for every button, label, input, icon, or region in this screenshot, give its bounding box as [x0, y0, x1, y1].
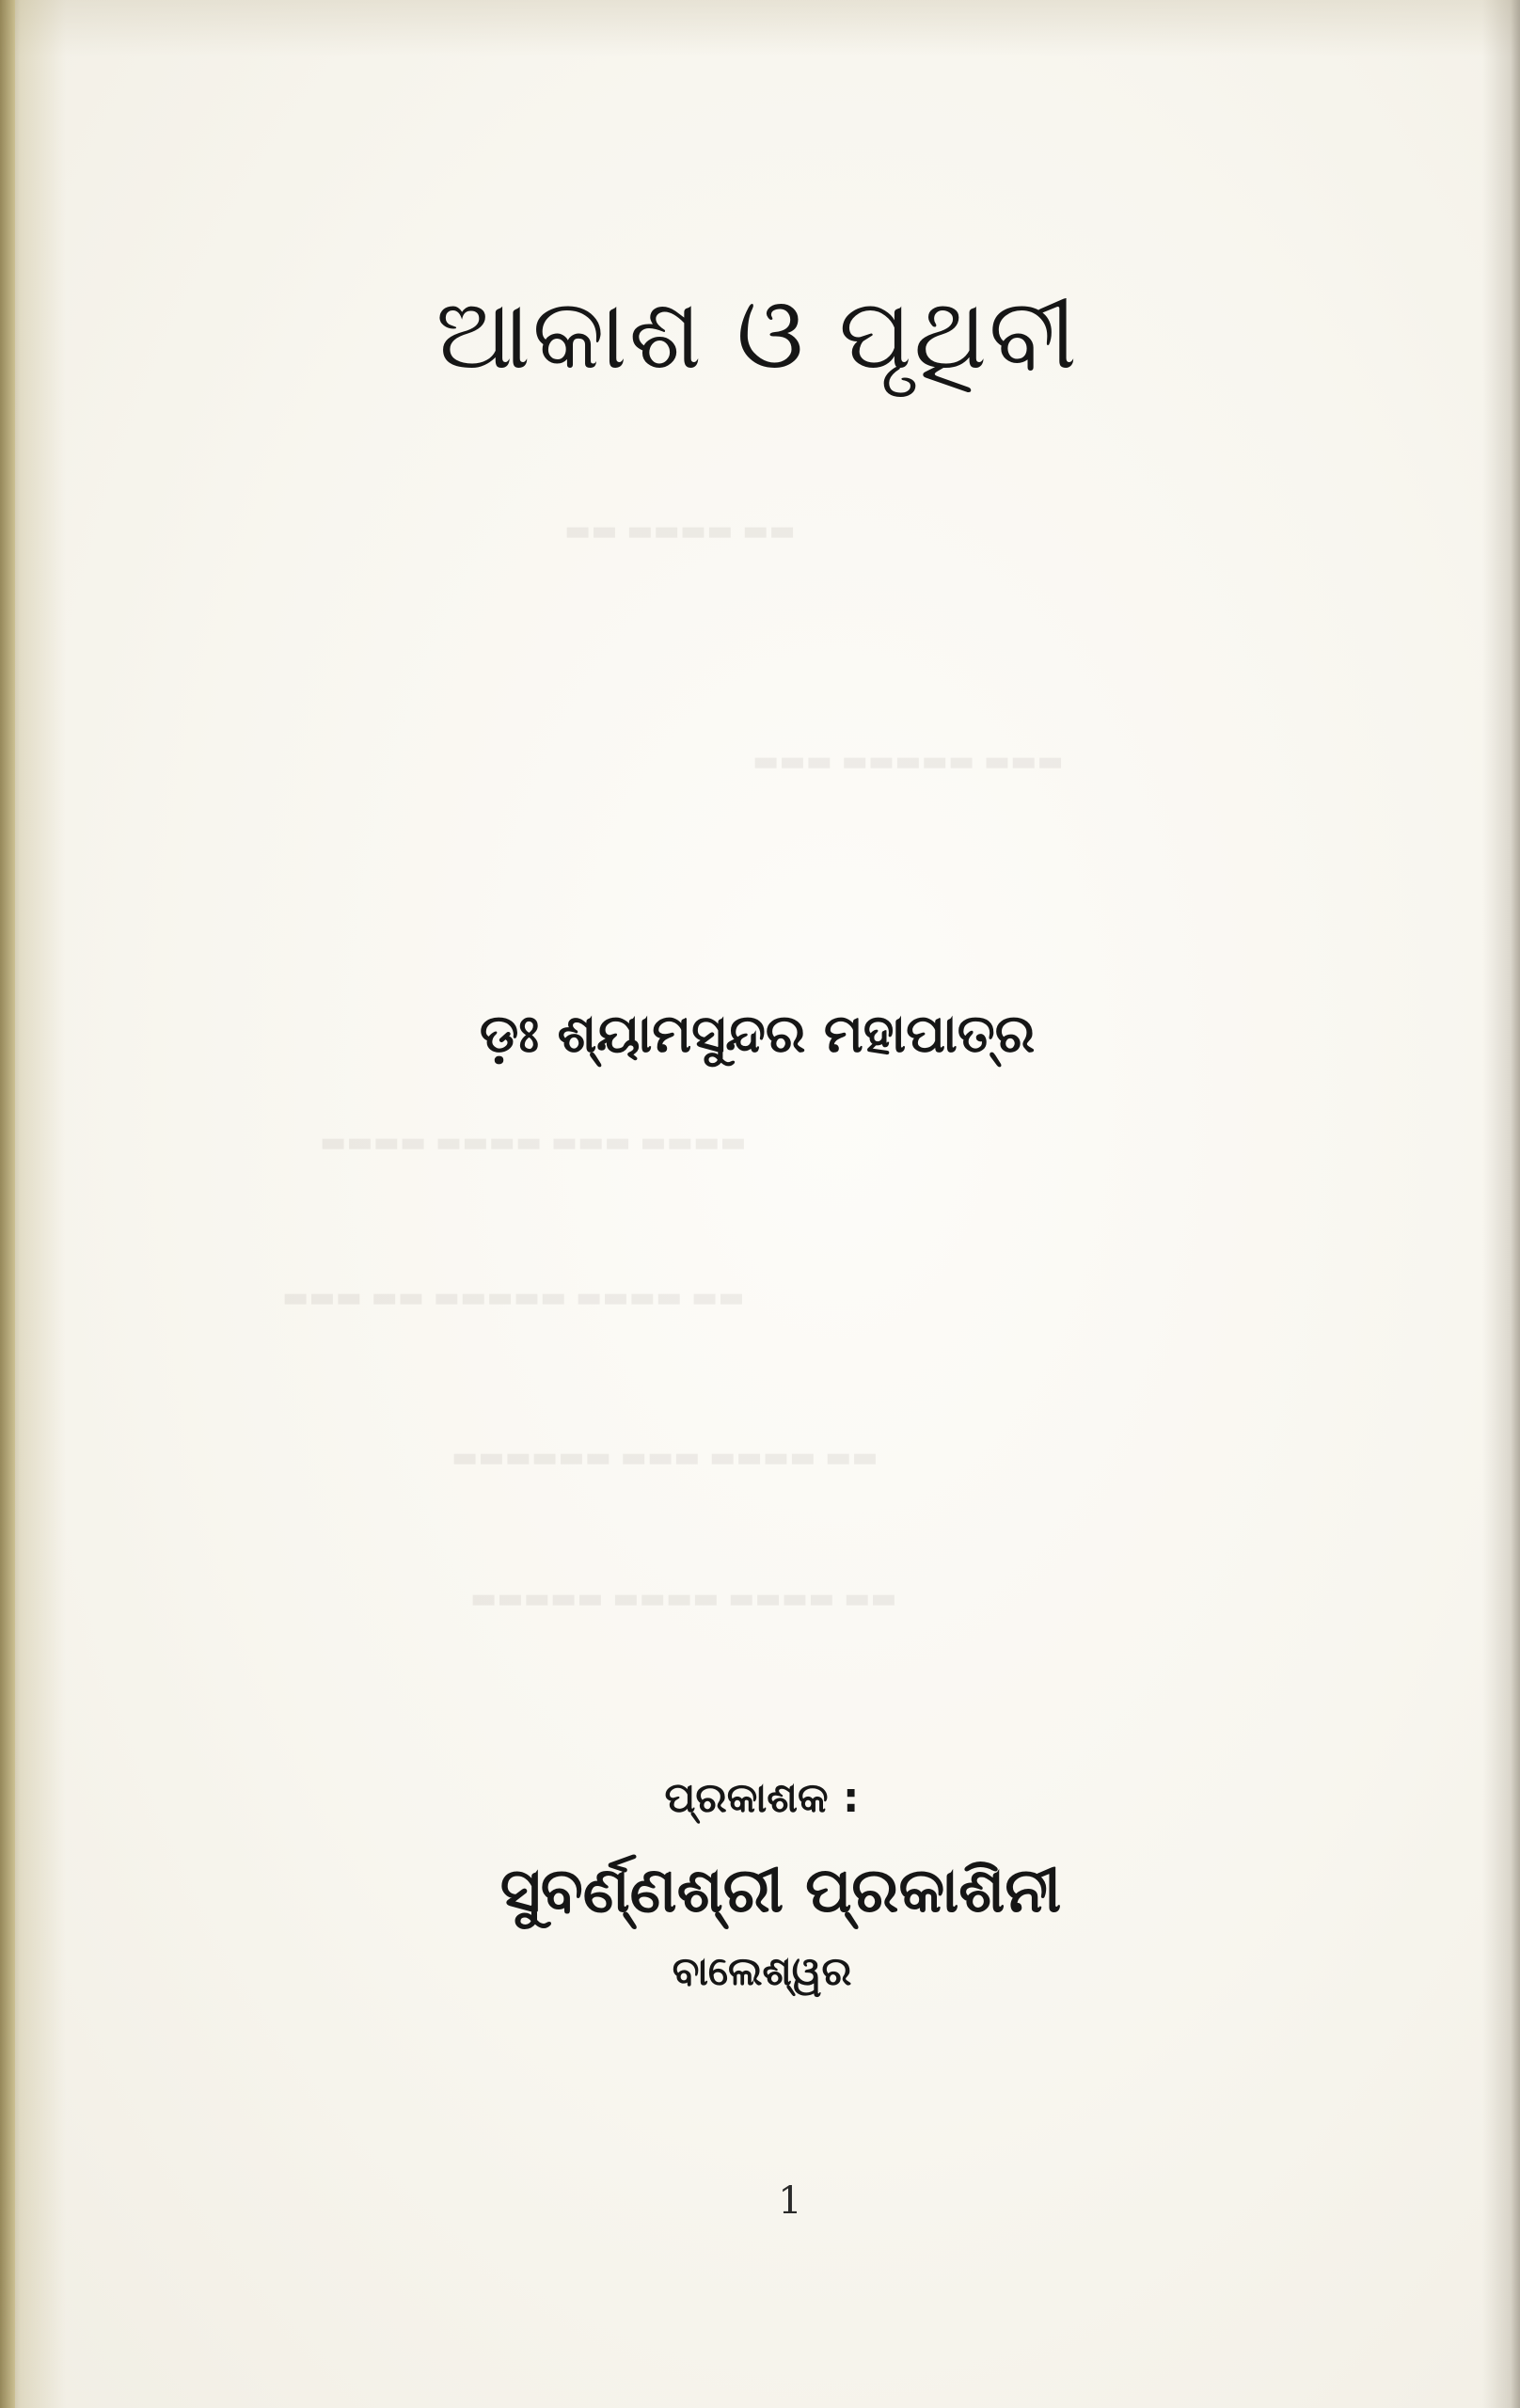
- show-through-text: ▬▬ ▬▬▬▬ ▬▬: [564, 515, 796, 547]
- show-through-text: ▬▬▬ ▬▬ ▬▬▬▬▬ ▬▬▬▬ ▬▬: [282, 1281, 745, 1314]
- show-through-text: ▬▬▬▬▬ ▬▬▬▬ ▬▬▬▬ ▬▬: [470, 1582, 897, 1615]
- publisher-place: ବାଲେଶ୍ୱର: [672, 1948, 852, 1994]
- page-right-edge: [1511, 0, 1520, 2408]
- show-through-text: ▬▬▬▬▬▬ ▬▬▬ ▬▬▬▬ ▬▬: [451, 1441, 879, 1474]
- page-number: 1: [778, 2179, 802, 2223]
- book-title: ଆକାଶ ଓ ପୃଥିବୀ: [435, 277, 1079, 391]
- show-through-text: ▬▬▬ ▬▬▬▬▬ ▬▬▬: [752, 745, 1064, 778]
- show-through-text: ▬▬▬▬ ▬▬▬▬ ▬▬▬ ▬▬▬▬: [320, 1126, 747, 1159]
- publisher-name: ସୁବର୍ଣ୍ଣଶ୍ରୀ ପ୍ରକାଶିନୀ: [499, 1854, 1062, 1926]
- publisher-label: ପ୍ରକାଶକ :: [664, 1774, 860, 1822]
- author-name: ଡ଼ଃ ଶ୍ୟାମସୁନ୍ଦର ମହାପାତ୍ର: [479, 1004, 1036, 1065]
- page-binding-edge: [0, 0, 15, 2408]
